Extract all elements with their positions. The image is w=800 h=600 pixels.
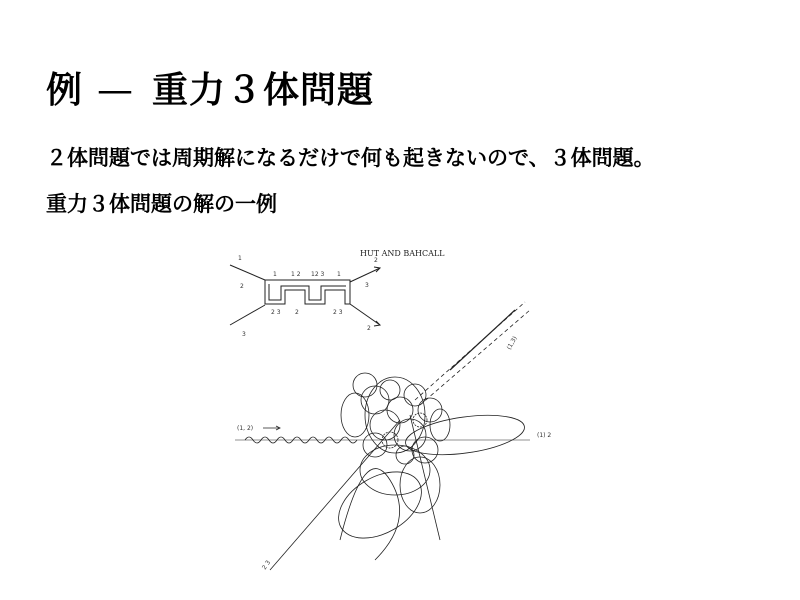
inset-label-out-bottom: 2 xyxy=(367,325,371,332)
outgoing-arrow-top xyxy=(350,268,380,282)
three-body-diagram xyxy=(225,240,575,580)
inset-bottom-label-3: 2 3 xyxy=(333,309,343,316)
inset-top-label-4: 1 xyxy=(337,271,341,278)
figure-header: HUT AND BAHCALL xyxy=(360,249,445,258)
loop-12 xyxy=(430,409,450,441)
title-prefix: 例 xyxy=(46,70,84,111)
inset-top-label-2: 1 2 xyxy=(291,271,301,278)
inset-bottom-label-2: 2 xyxy=(295,309,299,316)
inset-label-out-top: 2 xyxy=(374,257,378,264)
orbit-trajectories xyxy=(235,302,530,570)
description-line-2: 重力３体問題の解の一例 xyxy=(46,192,277,216)
label-upper-right: (1,3) xyxy=(505,335,519,351)
loop-5 xyxy=(404,384,426,406)
loop-14 xyxy=(396,446,414,464)
interaction-schematic xyxy=(230,265,380,326)
escape-track-upper-right-3 xyxy=(450,310,515,370)
inset-label-in-mid: 2 xyxy=(240,283,244,290)
orbit-ellipse-lower xyxy=(327,458,433,551)
loop-6 xyxy=(418,398,442,422)
inset-top-label-3: 12 3 xyxy=(311,271,325,278)
inset-label-in-bottom: 3 xyxy=(242,331,246,338)
inset-label-out-mid: 3 xyxy=(365,282,369,289)
inset-bottom-label-1: 2 3 xyxy=(271,309,281,316)
inset-label-in-top: 1 xyxy=(238,255,242,262)
description-line-1: ２体問題では周期解になるだけで何も起きないので、３体問題。 xyxy=(46,146,655,170)
exchange-path-inner xyxy=(269,284,346,300)
incoming-arrow-1 xyxy=(230,265,265,280)
inset-top-label-1: 1 xyxy=(273,271,277,278)
title-dash: — xyxy=(97,70,135,111)
label-bottom-left: 2 3 xyxy=(260,559,273,572)
slide-title xyxy=(46,62,374,113)
three-body-figure xyxy=(225,240,575,580)
label-right: (1) 2 xyxy=(537,432,552,439)
outgoing-arrow-bottom xyxy=(350,304,380,325)
escape-track-upper-right-2 xyxy=(420,310,530,405)
label-binary-in: (1, 2) xyxy=(237,425,254,432)
loop-arc-lower xyxy=(340,469,400,560)
incoming-arrow-3 xyxy=(230,305,265,325)
binary-arrow xyxy=(263,426,280,430)
title-main: 重力３体問題 xyxy=(152,70,375,111)
